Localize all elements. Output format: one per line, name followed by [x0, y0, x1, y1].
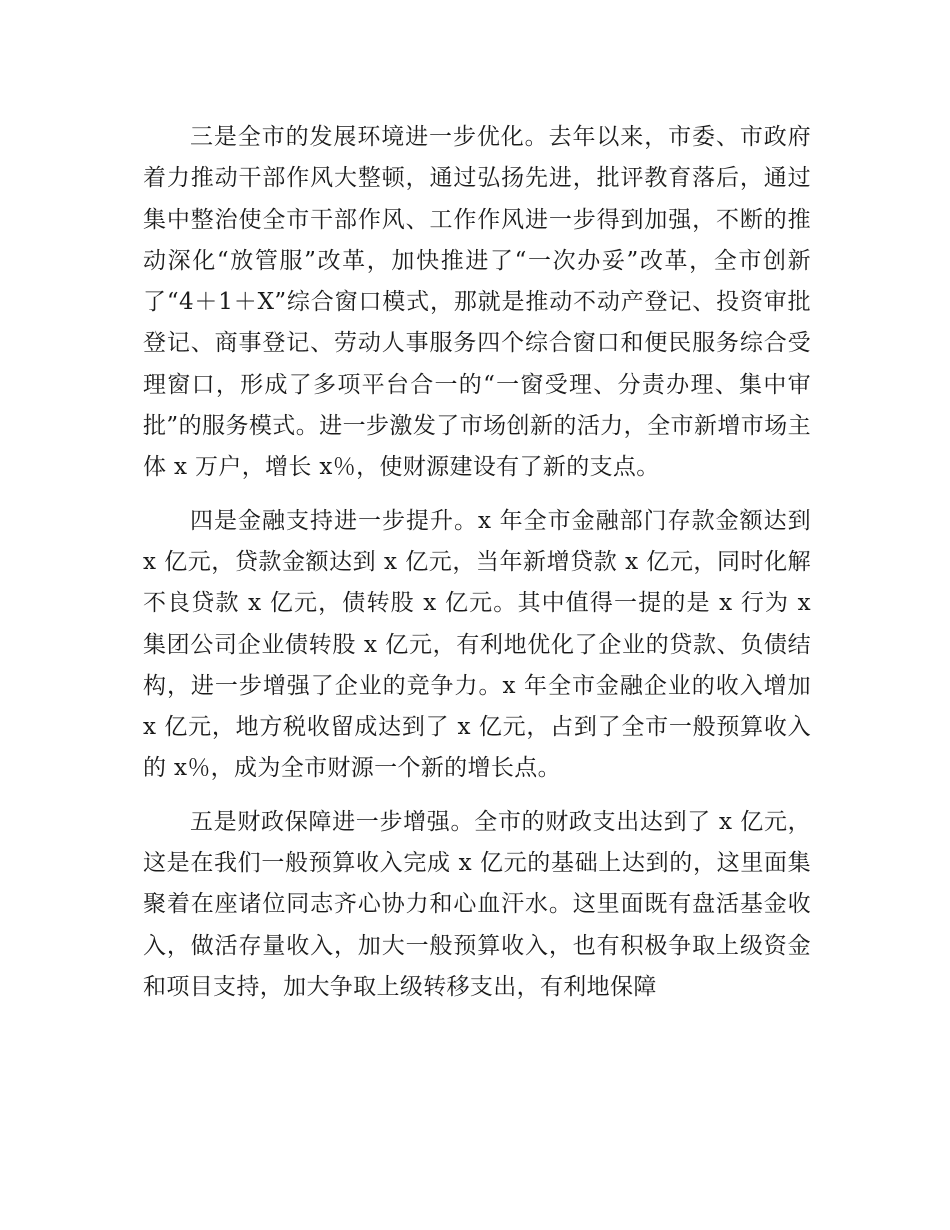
- paragraph-environment: 三是全市的发展环境进一步优化。去年以来，市委、市政府着力推动干部作风大整顿，通过弘扬先进，批评教育落后，通过集中整治使全市干部作风、工作作风进一步得到加强，不断的推动深化“放管服”改革，加快推进了“一次办妥”改革，全市创新了“4＋1＋X”综合窗口模式，那就是推动不动产登记、投资审批登记、商事登记、劳动人事服务四个综合窗口和便民服务综合受理窗口，形成了多项平台合一的“一窗受理、分责办理、集中审批”的服务模式。进一步激发了市场创新的活力，全市新增市场主体 x 万户，增长 x％，使财源建设有了新的支点。: [143, 124, 811, 481]
- document-body: [143, 117, 811, 1020]
- paragraph-fiscal: 五是财政保障进一步增强。全市的财政支出达到了 x 亿元，这是在我们一般预算收入完成 x 亿元的基础上达到的，这里面集聚着在座诸位同志齐心协力和心血汗水。这里面既有盘活基金收入，做活存量收入，加大一般预算收入，也有积极争取上级资金和项目支持，加大争取上级转移支出，有利地保障: [143, 808, 811, 1000]
- paragraph-finance: 四是金融支持进一步提升。x 年全市金融部门存款金额达到 x 亿元，贷款金额达到 x 亿元，当年新增贷款 x 亿元，同时化解不良贷款 x 亿元，债转股 x 亿元。其中值得一提的是 x 行为 x 集团公司企业债转股 x 亿元，有利地优化了企业的贷款、负债结构，进一步增强了企业的竞争力。x 年全市金融企业的收入增加 x 亿元，地方税收留成达到了 x 亿元，占到了全市一般预算收入的 x％，成为全市财源一个新的增长点。: [143, 507, 811, 782]
